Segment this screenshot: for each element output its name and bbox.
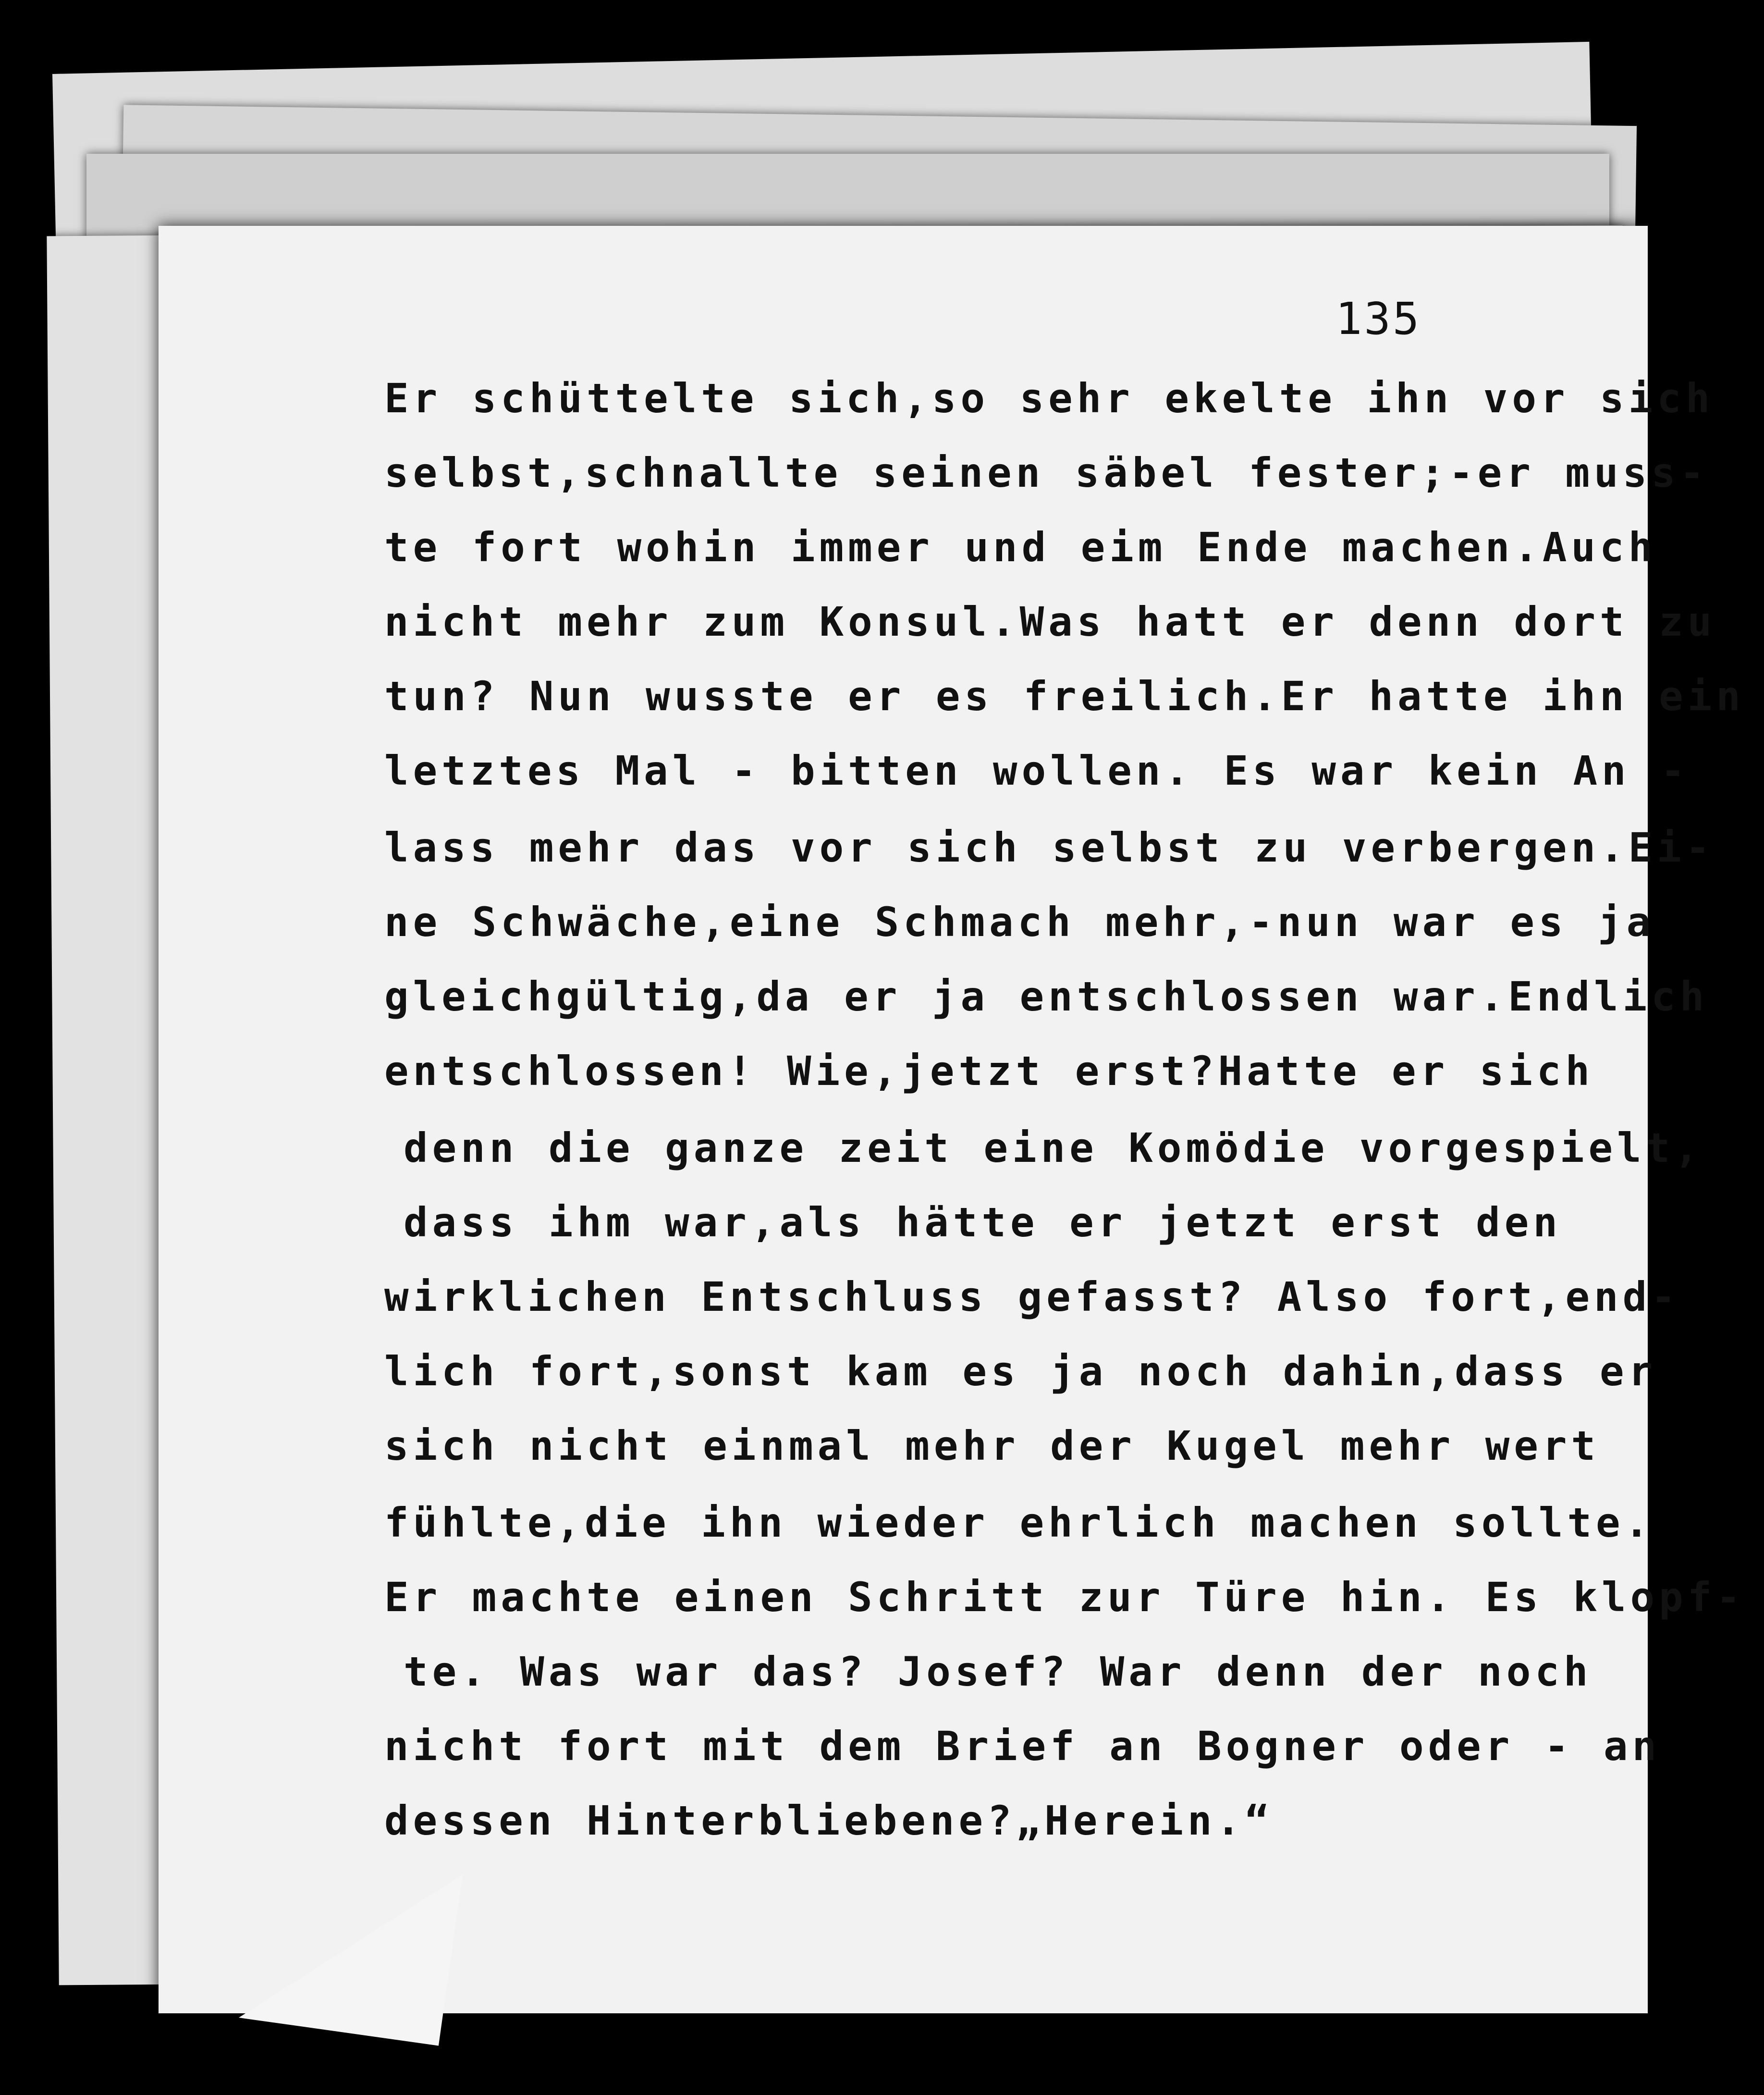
text-line: nicht fort mit dem Brief an Bogner oder - an: [384, 1723, 1661, 1770]
text-line: fühlte,die ihn wieder ehrlich machen sollte.: [384, 1499, 1654, 1546]
text-line: nicht mehr zum Konsul.Was hatt er denn dort zu: [384, 598, 1716, 645]
text-line: lass mehr das vor sich selbst zu verbergen.Ei-: [384, 824, 1715, 871]
text-line: sich nicht einmal mehr der Kugel mehr wert: [384, 1422, 1600, 1469]
text-line: te fort wohin immer und eim Ende machen.Auch: [384, 524, 1657, 571]
text-line: entschlossen! Wie,jetzt erst?Hatte er sich: [384, 1048, 1594, 1095]
text-line: lich fort,sonst kam es ja noch dahin,dass er: [384, 1348, 1657, 1395]
text-line: gleichgültig,da er ja entschlossen war.Endlich: [384, 973, 1709, 1020]
text-line: ne Schwäche,eine Schmach mehr,-nun war es ja: [384, 899, 1655, 946]
text-line: wirklichen Entschluss gefasst? Also fort,end-: [384, 1273, 1680, 1320]
text-line: denn die ganze zeit eine Komödie vorgespielt,: [404, 1124, 1703, 1171]
text-line: dessen Hinterbliebene?„Herein.“: [384, 1797, 1274, 1844]
text-line: tun? Nun wusste er es freilich.Er hatte ihn ein: [384, 673, 1745, 720]
typewritten-page: [159, 226, 1745, 2013]
text-line: selbst,schnallte seinen säbel fester;-er muss-: [384, 449, 1709, 496]
page-number: 135: [1335, 293, 1421, 345]
text-line: dass ihm war,als hätte er jetzt erst den: [404, 1199, 1562, 1246]
text-line: Er machte einen Schritt zur Türe hin. Es klopf-: [384, 1574, 1745, 1621]
text-line: te. Was war das? Josef? War denn der noch: [404, 1648, 1592, 1695]
text-line: Er schüttelte sich,so sehr ekelte ihn vor sich: [384, 375, 1715, 422]
text-line: letztes Mal - bitten wollen. Es war kein An -: [384, 747, 1690, 794]
folded-corner: [239, 1847, 463, 2046]
